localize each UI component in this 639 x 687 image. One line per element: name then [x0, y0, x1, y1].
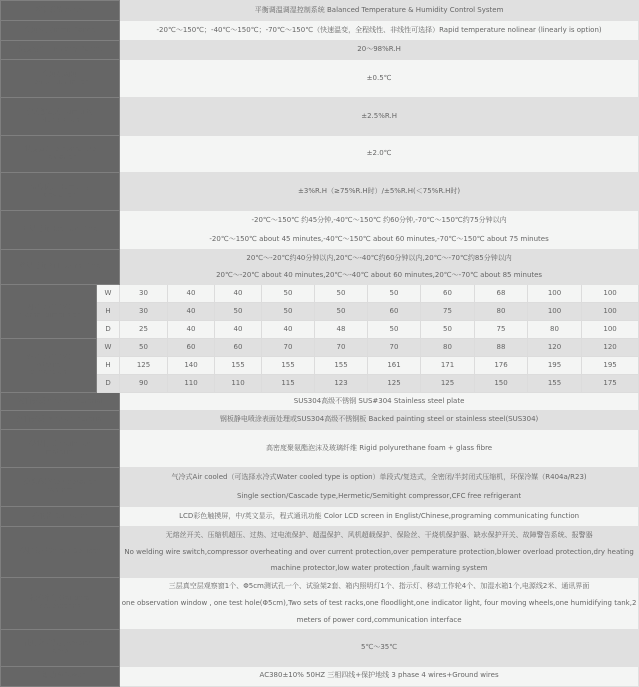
row-label-line: Internal dimension	[15, 310, 82, 319]
dimension-cell: 40	[215, 321, 262, 339]
row-label-line: 外箱尺寸(CM)	[26, 352, 71, 361]
row-label-line: 湿度偏差Humidity	[30, 182, 90, 191]
external-dimension-row	[1, 375, 639, 393]
row-value	[120, 250, 639, 285]
row-label-line: material	[45, 447, 75, 456]
dimension-cell: 140	[168, 357, 215, 375]
row-label-line: system	[47, 486, 73, 494]
axis-label: W	[97, 339, 120, 357]
external-dimension-label	[1, 339, 97, 393]
row-label: 外箱材质Exterior material	[1, 411, 120, 430]
dimension-cell: 75	[475, 321, 528, 339]
row-value-line: meters of power cord,communication interface	[296, 615, 462, 624]
row-label	[1, 629, 120, 666]
dimension-cell: 60	[368, 303, 421, 321]
row-value: ±0.5℃	[120, 60, 639, 98]
dimension-cell: 50	[262, 285, 315, 303]
dimension-cell: 70	[262, 339, 315, 357]
dimension-cell: 50	[421, 321, 475, 339]
axis-label: H	[97, 357, 120, 375]
row-value-line: 20℃～-20℃ about 40 minutes,20℃～-40℃ about 60 minutes,20℃～-70℃ about 85 minutes	[216, 271, 543, 279]
row-value: ±3%R.H（≥75%R.H时）/±5%R.H(＜75%R.H时)	[120, 173, 639, 211]
row-value: 5℃～35℃	[120, 629, 639, 666]
dimension-cell: 115	[262, 375, 315, 393]
dimension-cell: 50	[315, 285, 368, 303]
row-value: ±2.0℃	[120, 136, 639, 173]
row-label: 保护装置Safety Devices	[1, 527, 120, 578]
row-value: LCD彩色触摸屏，中/英文显示，程式通讯功能 Color LCD screen in Englist/Chinese,programing communicating function	[120, 507, 639, 527]
dimension-cell: 80	[421, 339, 475, 357]
row-value: 20～98%R.H	[120, 41, 639, 60]
dimension-cell: 155	[315, 357, 368, 375]
dimension-cell: 90	[120, 375, 168, 393]
dimension-cell: 25	[120, 321, 168, 339]
dimension-cell: 50	[368, 285, 421, 303]
row-value-line: -20℃～150℃ 约45分钟,-40℃～150℃ 约60分钟,-70℃～150℃约75分钟以内	[251, 216, 507, 224]
dimension-cell: 100	[582, 321, 639, 339]
row-label	[1, 430, 120, 468]
row-label-line: 冷冻系统Refrigeration	[23, 478, 97, 487]
row-value	[120, 468, 639, 507]
row-label	[1, 577, 120, 629]
axis-label: H	[97, 303, 120, 321]
dimension-cell: 40	[168, 321, 215, 339]
row-label: 控制系统ystem	[1, 1, 120, 21]
row-label	[1, 173, 120, 211]
axis-label: D	[97, 375, 120, 393]
dimension-cell: 50	[120, 339, 168, 357]
row-humidity-deviation	[1, 173, 639, 211]
row-value-line: 三层真空层观察窗1个、Φ5cm测试孔一个、试验架2套、箱内照明灯1个、指示灯、移动工作轮4个、加湿水箱1个,电源线2米、通讯界面	[168, 581, 590, 590]
axis-label: D	[97, 321, 120, 339]
dimension-cell: 150	[475, 375, 528, 393]
row-value: -20℃～150℃；-40℃～150℃；-70℃～150℃（快速温变，全程线性、非线性可选择）Rapid temperature nolinear (linearly is option)	[120, 21, 639, 41]
dimension-cell: 80	[528, 321, 582, 339]
row-label: 湿度范围Humidity Range	[1, 41, 120, 60]
row-value-line: No welding wire switch,compressor overheating and over current protection,over pemperature protection,blower overload protection,dry heating	[124, 547, 634, 556]
row-label-line: Temp.	[49, 646, 71, 655]
dimension-cell: 40	[168, 285, 215, 303]
dimension-cell: 80	[475, 303, 528, 321]
row-value	[120, 577, 639, 629]
dimension-cell: 100	[528, 285, 582, 303]
row-label-line: 内箱尺寸(CM)	[26, 302, 71, 311]
row-temp-deviation	[1, 136, 639, 173]
row-label-line: deviation	[43, 190, 77, 199]
row-label-line: 温度波动度	[42, 69, 78, 78]
dimension-cell: 40	[215, 285, 262, 303]
row-standard-accessories	[1, 577, 639, 629]
row-power	[1, 666, 639, 686]
dimension-cell: 176	[475, 357, 528, 375]
dimension-cell: 155	[262, 357, 315, 375]
dimension-cell: 40	[168, 303, 215, 321]
dimension-cell: 195	[528, 357, 582, 375]
axis-label: W	[97, 285, 120, 303]
dimension-cell: 60	[215, 339, 262, 357]
dimension-cell: 60	[421, 285, 475, 303]
row-refrigeration-system	[1, 468, 639, 507]
dimension-cell: 70	[368, 339, 421, 357]
dimension-cell: 161	[368, 357, 421, 375]
dimension-cell: 48	[315, 321, 368, 339]
spec-table-body	[1, 1, 639, 687]
row-safety-devices	[1, 527, 639, 578]
dimension-cell: 125	[421, 375, 475, 393]
row-value-line: 气冷式Air cooled（可选择水冷式Water cooled type is option）单段式/复迭式，全密闭/半封闭式压缩机，环保冷媒（R404a/R23)	[171, 473, 587, 481]
dimension-cell: 100	[528, 303, 582, 321]
row-label-line: Temp.fluctuation	[30, 77, 90, 86]
row-ambient-temp	[1, 629, 639, 666]
dimension-cell: 120	[582, 339, 639, 357]
dimension-cell: 120	[528, 339, 582, 357]
row-label-line: 保温材质Insulation	[28, 439, 92, 448]
external-dimension-row	[1, 339, 639, 357]
dimension-cell: 110	[215, 375, 262, 393]
dimension-cell: 175	[582, 375, 639, 393]
dimension-cell: 75	[421, 303, 475, 321]
row-value: AC380±10% 50HZ 三相四线+保护地线 3 phase 4 wires+Ground wires	[120, 666, 639, 686]
internal-dimension-row	[1, 285, 639, 303]
row-value-line: 20℃～-20℃约40分钟以内,20℃～-40℃约60分钟以内,20℃～-70℃约85分钟以内	[246, 254, 512, 262]
dimension-cell: 155	[215, 357, 262, 375]
row-heat-up-time	[1, 211, 639, 250]
row-label-line: 湿度波动度Humidity	[26, 107, 94, 116]
row-label-line: 温度偏差Temperature	[23, 145, 97, 154]
external-dimension-row	[1, 357, 639, 375]
row-label: 升温时间Heat Up Time	[1, 211, 120, 250]
dimension-cell: 155	[528, 375, 582, 393]
dimension-cell: 68	[475, 285, 528, 303]
dimension-cell: 40	[262, 321, 315, 339]
row-label	[1, 98, 120, 136]
dimension-cell: 50	[315, 303, 368, 321]
dimension-cell: 171	[421, 357, 475, 375]
dimension-cell: 125	[368, 375, 421, 393]
row-label: 电源功率Power	[1, 666, 120, 686]
row-temp-fluctuation	[1, 60, 639, 98]
dimension-cell: 110	[168, 375, 215, 393]
row-value-line: one observation window , one test hole(Φ5cm),Two sets of test racks,one floodlight,one indicator light, four moving wheels,one humidifying tank,2	[121, 598, 637, 607]
internal-dimension-row	[1, 321, 639, 339]
dimension-cell: 70	[315, 339, 368, 357]
row-label: 温度范围Temp.Range	[1, 21, 120, 41]
dimension-cell: 50	[262, 303, 315, 321]
row-value	[120, 527, 639, 578]
row-controller	[1, 507, 639, 527]
row-control-system	[1, 1, 639, 21]
row-label	[1, 136, 120, 173]
row-label: 降温时间Pull Down Time	[1, 250, 120, 285]
dimension-cell: 88	[475, 339, 528, 357]
dimension-cell: 60	[168, 339, 215, 357]
internal-dimension-label	[1, 285, 97, 339]
row-label: 控制器Controller	[1, 507, 120, 527]
row-value-line: machine protector,low water protection ,fault warning system	[270, 564, 488, 572]
dimension-cell: 30	[120, 303, 168, 321]
dimension-cell: 123	[315, 375, 368, 393]
row-value: ±2.5%R.H	[120, 98, 639, 136]
dimension-cell: 50	[368, 321, 421, 339]
dimension-cell: 195	[582, 357, 639, 375]
row-label	[1, 468, 120, 507]
row-value: 平衡调温调湿控制系统 Balanced Temperature & Humidity Control System	[120, 1, 639, 21]
row-label	[1, 60, 120, 98]
row-value: SUS304高级不锈钢 SUS#304 Stainless steel plate	[120, 393, 639, 411]
row-exterior-material	[1, 411, 639, 430]
row-insulation-material	[1, 430, 639, 468]
row-value-line: Single section/Cascade type,Hermetic/Semitight compressor,CFC free refrigerant	[237, 492, 522, 500]
row-value: 钢板静电喷涂表面处理或SUS304高级不锈钢板 Backed painting steel or stainless steel(SUS304)	[120, 411, 639, 430]
dimension-cell: 30	[120, 285, 168, 303]
row-label-line: Deviation	[43, 153, 77, 161]
row-value	[120, 211, 639, 250]
row-label-line: Fluctuation	[40, 115, 80, 124]
row-label-line: Accessories	[39, 602, 81, 610]
row-label: 内箱材质Interior material	[1, 393, 120, 411]
dimension-cell: 125	[120, 357, 168, 375]
row-label-line: 使用环境温度Ambient	[24, 638, 96, 647]
dimension-cell: 100	[582, 303, 639, 321]
dimension-cell: 100	[582, 285, 639, 303]
row-interior-material	[1, 393, 639, 411]
row-value: 高密度聚氨酯泡沫及玻璃纤维 Rigid polyurethane foam + glass fibre	[120, 430, 639, 468]
row-pull-down-time	[1, 250, 639, 285]
row-label-line: dimension	[30, 368, 67, 377]
row-humidity-range	[1, 41, 639, 60]
internal-dimension-row	[1, 303, 639, 321]
row-value-line: -20℃～150℃ about 45 minutes,-40℃～150℃ about 60 minutes,-70℃～150℃ about 75 minutes	[209, 235, 549, 243]
row-value-line: 无熔丝开关、压缩机超压、过热、过电流保护、超温保护、风机超载保护、保险丝、干烧机保护器、缺水保护开关、故障警告系统、报警器	[165, 531, 593, 539]
row-label-line: External	[33, 360, 64, 369]
row-label-line: 标准配件Standard	[30, 594, 90, 603]
row-humidity-fluctuation	[1, 98, 639, 136]
row-temp-range	[1, 21, 639, 41]
dimension-cell: 50	[215, 303, 262, 321]
